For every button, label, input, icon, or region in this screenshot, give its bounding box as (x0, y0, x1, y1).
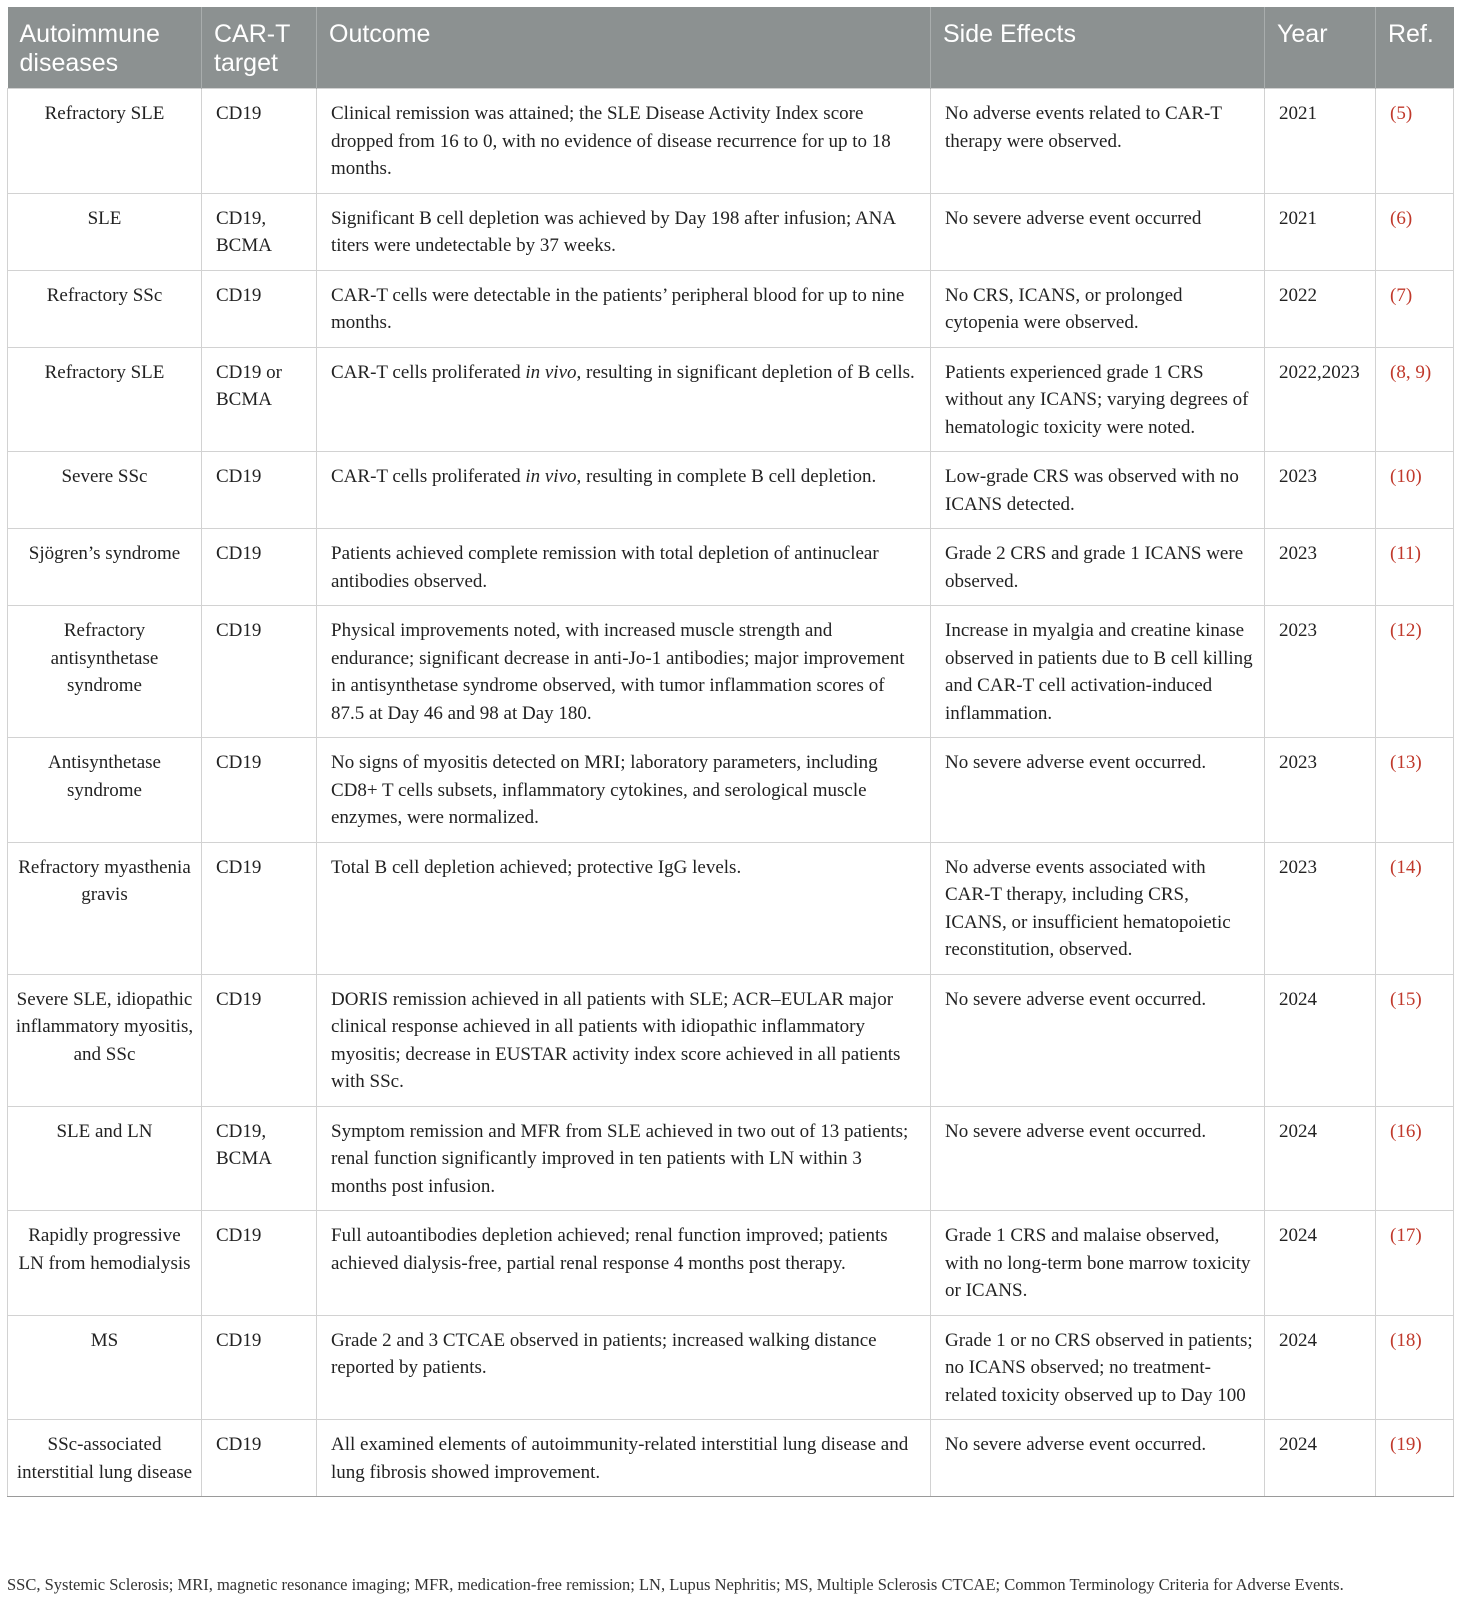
table-row (8, 1420, 1454, 1497)
target-cell: CD19 (202, 606, 317, 738)
side-effects-cell: Increase in myalgia and creatine kinase observed in patients due to B cell killing and CAR-T cell activation-induced inflammation. (931, 606, 1265, 738)
table-body (8, 89, 1454, 1497)
disease-cell: SSc-associated interstitial lung disease (8, 1420, 202, 1497)
table-row (8, 347, 1454, 452)
table-row (8, 529, 1454, 606)
year-cell: 2024 (1265, 1315, 1376, 1420)
side-effects-cell: No severe adverse event occurred. (931, 738, 1265, 843)
target-cell: CD19 (202, 89, 317, 194)
table-row (8, 606, 1454, 738)
disease-cell: Refractory SLE (8, 89, 202, 194)
side-effects-cell: No severe adverse event occurred. (931, 1106, 1265, 1211)
ref-link[interactable]: (11) (1376, 529, 1454, 606)
header-ref: Ref. (1376, 7, 1454, 89)
disease-cell: Refractory SSc (8, 270, 202, 347)
table-row (8, 974, 1454, 1106)
target-cell: CD19 (202, 974, 317, 1106)
side-effects-cell: Patients experienced grade 1 CRS without any ICANS; varying degrees of hematologic toxicity were noted. (931, 347, 1265, 452)
target-cell: CD19 or BCMA (202, 347, 317, 452)
header-side-effects: Side Effects (931, 7, 1265, 89)
ref-link[interactable]: (19) (1376, 1420, 1454, 1497)
ref-link[interactable]: (7) (1376, 270, 1454, 347)
table-row (8, 193, 1454, 270)
ref-link[interactable]: (14) (1376, 842, 1454, 974)
outcome-cell (317, 452, 931, 529)
table-row (8, 738, 1454, 843)
target-cell: CD19 (202, 1315, 317, 1420)
year-cell: 2024 (1265, 974, 1376, 1106)
target-cell: CD19 (202, 1211, 317, 1316)
ref-link[interactable]: (10) (1376, 452, 1454, 529)
outcome-cell: Full autoantibodies depletion achieved; renal function improved; patients achieved dialysis-free, partial renal response 4 months post therapy. (317, 1211, 931, 1316)
outcome-cell: No signs of myositis detected on MRI; laboratory parameters, including CD8+ T cells subsets, inflammatory cytokines, and serological muscle enzymes, were normalized. (317, 738, 931, 843)
disease-cell: Refractory SLE (8, 347, 202, 452)
year-cell: 2023 (1265, 738, 1376, 843)
ref-link[interactable]: (5) (1376, 89, 1454, 194)
table-row (8, 1211, 1454, 1316)
side-effects-cell: Low-grade CRS was observed with no ICANS detected. (931, 452, 1265, 529)
ref-link[interactable]: (17) (1376, 1211, 1454, 1316)
target-cell: CD19, BCMA (202, 193, 317, 270)
outcome-cell: Significant B cell depletion was achieved by Day 198 after infusion; ANA titers were undetectable by 37 weeks. (317, 193, 931, 270)
year-cell: 2022,2023 (1265, 347, 1376, 452)
outcome-cell: Grade 2 and 3 CTCAE observed in patients; increased walking distance reported by patients. (317, 1315, 931, 1420)
disease-cell: Refractory myasthenia gravis (8, 842, 202, 974)
ref-link[interactable]: (8, 9) (1376, 347, 1454, 452)
outcome-italic: in vivo (525, 361, 577, 383)
target-cell: CD19 (202, 1420, 317, 1497)
side-effects-cell: Grade 1 CRS and malaise observed, with no long-term bone marrow toxicity or ICANS. (931, 1211, 1265, 1316)
header-car-t-target: CAR-T target (202, 7, 317, 89)
outcome-cell: Clinical remission was attained; the SLE Disease Activity Index score dropped from 16 to 0, with no evidence of disease recurrence for up to 18 months. (317, 89, 931, 194)
header-row (8, 7, 1454, 89)
disease-cell: Refractory antisynthetase syndrome (8, 606, 202, 738)
table-row (8, 270, 1454, 347)
disease-cell: Antisynthetase syndrome (8, 738, 202, 843)
side-effects-cell: Grade 2 CRS and grade 1 ICANS were observed. (931, 529, 1265, 606)
outcome-text: , resulting in complete B cell depletion. (576, 466, 877, 487)
year-cell: 2021 (1265, 193, 1376, 270)
side-effects-cell: No severe adverse event occurred. (931, 974, 1265, 1106)
year-cell: 2023 (1265, 452, 1376, 529)
outcome-cell: CAR-T cells were detectable in the patients’ peripheral blood for up to nine months. (317, 270, 931, 347)
year-cell: 2023 (1265, 606, 1376, 738)
table-header (8, 7, 1454, 89)
disease-cell: Rapidly progressive LN from hemodialysis (8, 1211, 202, 1316)
outcome-cell: Physical improvements noted, with increased muscle strength and endurance; significant decrease in anti-Jo-1 antibodies; major improvement in antisynthetase syndrome observed, with tumor inflammation scores of 87.5 at Day 46 and 98 at Day 180. (317, 606, 931, 738)
year-cell: 2024 (1265, 1106, 1376, 1211)
outcome-cell: Symptom remission and MFR from SLE achieved in two out of 13 patients; renal function significantly improved in ten patients with LN within 3 months post infusion. (317, 1106, 931, 1211)
table-row (8, 1106, 1454, 1211)
header-diseases: Autoimmune diseases (8, 7, 202, 89)
ref-link[interactable]: (18) (1376, 1315, 1454, 1420)
side-effects-cell: No adverse events related to CAR-T therapy were observed. (931, 89, 1265, 194)
ref-link[interactable]: (6) (1376, 193, 1454, 270)
ref-link[interactable]: (16) (1376, 1106, 1454, 1211)
outcome-cell: All examined elements of autoimmunity-related interstitial lung disease and lung fibrosis showed improvement. (317, 1420, 931, 1497)
side-effects-cell: No severe adverse event occurred (931, 193, 1265, 270)
outcome-text: CAR-T cells proliferated (331, 466, 526, 487)
target-cell: CD19 (202, 529, 317, 606)
year-cell: 2024 (1265, 1420, 1376, 1497)
outcome-cell: DORIS remission achieved in all patients with SLE; ACR–EULAR major clinical response achieved in all patients with idiopathic inflammatory myositis; decrease in EUSTAR activity index score achieved in all patients with SSc. (317, 974, 931, 1106)
outcome-cell: Total B cell depletion achieved; protective IgG levels. (317, 842, 931, 974)
outcome-cell: Patients achieved complete remission with total depletion of antinuclear antibodies observed. (317, 529, 931, 606)
side-effects-cell: No severe adverse event occurred. (931, 1420, 1265, 1497)
target-cell: CD19 (202, 452, 317, 529)
year-cell: 2021 (1265, 89, 1376, 194)
side-effects-cell: No CRS, ICANS, or prolonged cytopenia were observed. (931, 270, 1265, 347)
table-row (8, 89, 1454, 194)
ref-link[interactable]: (12) (1376, 606, 1454, 738)
outcome-cell (317, 347, 931, 452)
table-row (8, 842, 1454, 974)
year-cell: 2023 (1265, 529, 1376, 606)
year-cell: 2022 (1265, 270, 1376, 347)
outcome-italic: in vivo (525, 466, 577, 487)
table-row (8, 452, 1454, 529)
header-outcome: Outcome (317, 7, 931, 89)
target-cell: CD19 (202, 270, 317, 347)
outcome-text: , resulting in significant depletion of B cells. (576, 361, 915, 383)
disease-cell: MS (8, 1315, 202, 1420)
outcome-text: CAR-T cells proliferated (331, 361, 526, 383)
side-effects-cell: No adverse events associated with CAR-T therapy, including CRS, ICANS, or insufficient hematopoietic reconstitution, observed. (931, 842, 1265, 974)
disease-cell: Severe SLE, idiopathic inflammatory myositis, and SSc (8, 974, 202, 1106)
side-effects-cell: Grade 1 or no CRS observed in patients; no ICANS observed; no treatment-related toxicity observed up to Day 100 (931, 1315, 1265, 1420)
target-cell: CD19 (202, 738, 317, 843)
table-container (7, 7, 1453, 1497)
ref-link[interactable]: (13) (1376, 738, 1454, 843)
car-t-autoimmune-table (7, 7, 1454, 1497)
year-cell: 2024 (1265, 1211, 1376, 1316)
disease-cell: SLE and LN (8, 1106, 202, 1211)
disease-cell: Severe SSc (8, 452, 202, 529)
disease-cell: Sjögren’s syndrome (8, 529, 202, 606)
year-cell: 2023 (1265, 842, 1376, 974)
header-year: Year (1265, 7, 1376, 89)
target-cell: CD19, BCMA (202, 1106, 317, 1211)
table-row (8, 1315, 1454, 1420)
table-footnote: SSC, Systemic Sclerosis; MRI, magnetic resonance imaging; MFR, medication-free remission; LN, Lupus Nephritis; MS, Multiple Sclerosis CTCAE; Common Terminology Criteria for Adverse Events. (7, 1575, 1344, 1594)
ref-link[interactable]: (15) (1376, 974, 1454, 1106)
target-cell: CD19 (202, 842, 317, 974)
disease-cell: SLE (8, 193, 202, 270)
